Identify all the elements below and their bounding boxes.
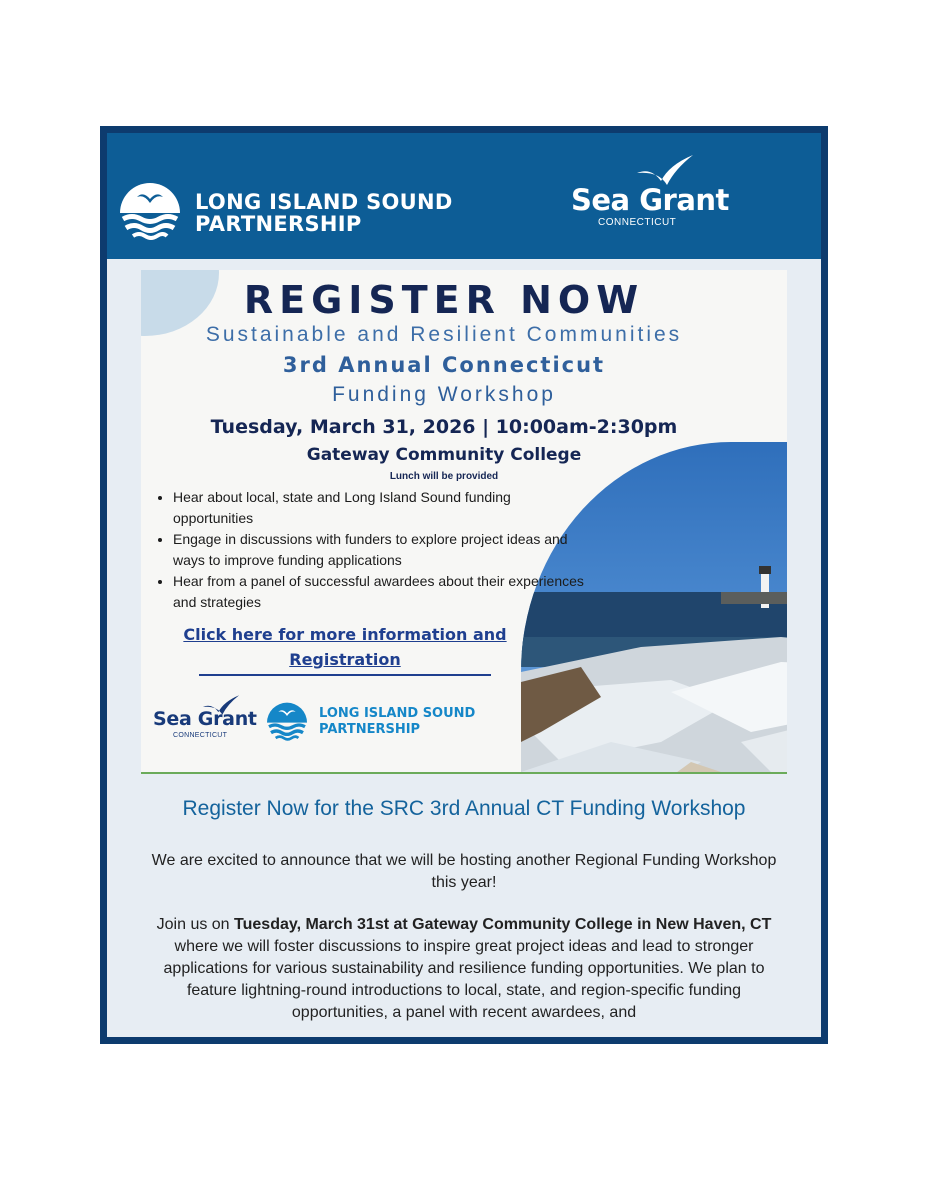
registration-link-line1[interactable]: Click here for more information and <box>183 625 507 644</box>
details-date-venue: Tuesday, March 31st at Gateway Community College in New Haven, CT <box>234 916 772 933</box>
details-intro: Join us on <box>156 916 235 933</box>
bullet-list <box>159 487 593 613</box>
header-banner <box>107 133 821 259</box>
newsletter-frame <box>100 126 828 1044</box>
footer-lis-logo-icon <box>265 698 309 742</box>
footer-lis-name <box>319 706 475 738</box>
registration-link[interactable] <box>155 622 535 672</box>
gull-icon <box>635 153 695 187</box>
register-now-title: REGISTER NOW <box>243 278 645 322</box>
footer-lis-line2: PARTNERSHIP <box>319 722 421 737</box>
link-underline-rule <box>199 674 491 676</box>
flyer-subtitle: Sustainable and Resilient Communities <box>205 323 683 346</box>
details-rest: where we will foster discussions to inspire great project ideas and lead to stronger applications for various sustainability and resilience funding opportunities. We plan to feature lightning-round introductions to local, state, and region-specific funding opportunities, a panel with recent awardees, and <box>163 938 765 1021</box>
lis-name-line2: PARTNERSHIP <box>195 212 362 236</box>
event-flyer <box>141 270 787 773</box>
event-venue: Gateway Community College <box>306 445 582 465</box>
sea-grant-logo <box>571 153 731 233</box>
workshop-title: Funding Workshop <box>332 383 556 406</box>
sea-grant-subtitle: CONNECTICUT <box>598 217 677 228</box>
footer-sea-grant-logo <box>153 694 263 746</box>
intro-paragraph: We are excited to announce that we will be hosting another Regional Funding Workshop this year! <box>151 852 777 891</box>
bullet-item: • Hear from a panel of successful awardees about their experiences and strategies <box>173 571 593 613</box>
flyer-bottom-rule <box>141 772 787 774</box>
lis-name-line1: LONG ISLAND SOUND <box>195 190 453 214</box>
annual-title: 3rd Annual Connecticut <box>282 353 606 377</box>
lis-logo-icon <box>117 177 183 241</box>
bullet-item: • Hear about local, state and Long Island Sound funding opportunities <box>173 487 593 529</box>
event-date: Tuesday, March 31, 2026 | 10:00am-2:30pm <box>210 416 678 438</box>
footer-lis-line1: LONG ISLAND SOUND <box>319 706 476 721</box>
footer-sea-grant-title: Sea Grant <box>153 708 257 730</box>
lunch-note: Lunch will be provided <box>389 471 499 482</box>
lis-name <box>195 191 453 235</box>
article-headline: Register Now for the SRC 3rd Annual CT Funding Workshop <box>182 797 746 820</box>
details-paragraph <box>137 914 791 1024</box>
sea-grant-title: Sea Grant <box>571 183 729 217</box>
bullet-item: • Engage in discussions with funders to explore project ideas and ways to improve funding applications <box>173 529 593 571</box>
registration-link-line2[interactable]: Registration <box>289 650 401 669</box>
newsletter-body <box>107 133 821 1037</box>
footer-sea-grant-subtitle: CONNECTICUT <box>173 732 228 739</box>
